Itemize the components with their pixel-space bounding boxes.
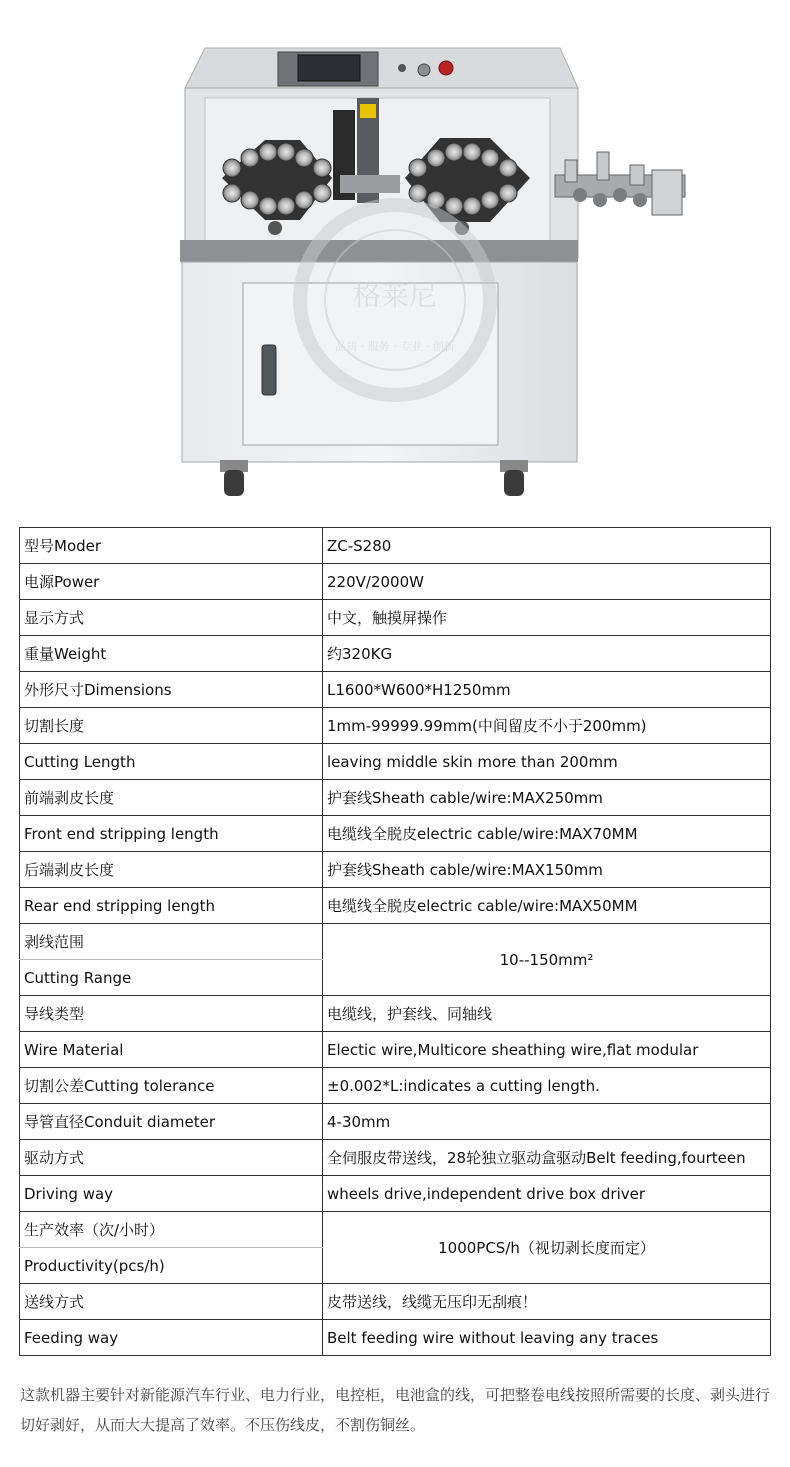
table-row <box>20 600 771 636</box>
table-row <box>20 1068 771 1104</box>
touch-screen <box>298 55 360 81</box>
spec-value: 中文，触摸屏操作 <box>323 600 771 636</box>
spec-label: 重量Weight <box>20 636 323 672</box>
spec-label: Productivity(pcs/h) <box>20 1248 323 1284</box>
spec-value: 皮带送线，线缆无压印无刮痕！ <box>323 1284 771 1320</box>
table-row <box>20 996 771 1032</box>
spec-value: 1000PCS/h（视切剥长度而定） <box>323 1212 771 1284</box>
spec-value: 4-30mm <box>323 1104 771 1140</box>
spec-label: Driving way <box>20 1176 323 1212</box>
spec-label: 生产效率（次/小时） <box>20 1212 323 1248</box>
table-row <box>20 708 771 744</box>
spec-value: 全伺服皮带送线，28轮独立驱动盒驱动Belt feeding,fourteen <box>323 1140 771 1176</box>
svg-text:格莱尼: 格莱尼 <box>352 279 438 312</box>
spec-label: 剥线范围 <box>20 924 323 960</box>
spec-label: 电源Power <box>20 564 323 600</box>
product-description: 这款机器主要针对新能源汽车行业、电力行业，电控柜，电池盒的线，可把整卷电线按照所需要的长度、剥头进行切好剥好，从而大大提高了效率。不压伤线皮，不割伤铜丝。 <box>20 1386 771 1434</box>
spec-label: 送线方式 <box>20 1284 323 1320</box>
spec-value: 电缆线全脱皮electric cable/wire:MAX50MM <box>323 888 771 924</box>
spec-label: Cutting Length <box>20 744 323 780</box>
spec-label: 外形尺寸Dimensions <box>20 672 323 708</box>
spec-value: 护套线Sheath cable/wire:MAX150mm <box>323 852 771 888</box>
table-row <box>20 780 771 816</box>
spec-label: 显示方式 <box>20 600 323 636</box>
table-row <box>20 888 771 924</box>
spec-value: Belt feeding wire without leaving any traces <box>323 1320 771 1356</box>
table-row <box>20 1284 771 1320</box>
spec-label: Cutting Range <box>20 960 323 996</box>
spec-value: 护套线Sheath cable/wire:MAX250mm <box>323 780 771 816</box>
spec-label: 切割公差Cutting tolerance <box>20 1068 323 1104</box>
spec-value: 电缆线，护套线、同轴线 <box>323 996 771 1032</box>
spec-label: 切割长度 <box>20 708 323 744</box>
table-row <box>20 1104 771 1140</box>
svg-text:品质 · 服务 · 专业 · 创新: 品质 · 服务 · 专业 · 创新 <box>335 340 455 353</box>
spec-label: Rear end stripping length <box>20 888 323 924</box>
spec-label: 后端剥皮长度 <box>20 852 323 888</box>
table-row <box>20 744 771 780</box>
spec-value: wheels drive,independent drive box driver <box>323 1176 771 1212</box>
table-row <box>20 564 771 600</box>
machine-photo <box>0 0 790 520</box>
spec-table <box>19 527 771 1356</box>
spec-value: 220V/2000W <box>323 564 771 600</box>
spec-label: Front end stripping length <box>20 816 323 852</box>
spec-value: 电缆线全脱皮electric cable/wire:MAX70MM <box>323 816 771 852</box>
table-row <box>20 1320 771 1356</box>
spec-value: ±0.002*L:indicates a cutting length. <box>323 1068 771 1104</box>
spec-label: 驱动方式 <box>20 1140 323 1176</box>
table-row <box>20 1032 771 1068</box>
spec-label: 型号Moder <box>20 528 323 564</box>
spec-value: L1600*W600*H1250mm <box>323 672 771 708</box>
spec-label: 导线类型 <box>20 996 323 1032</box>
spec-value: 1mm-99999.99mm(中间留皮不小于200mm) <box>323 708 771 744</box>
spec-value: 10--150mm² <box>323 924 771 996</box>
table-row <box>20 924 771 960</box>
caster-left <box>220 460 248 496</box>
caster-right <box>500 460 528 496</box>
table-row <box>20 816 771 852</box>
spec-value: ZC-S280 <box>323 528 771 564</box>
spec-value: leaving middle skin more than 200mm <box>323 744 771 780</box>
table-row <box>20 852 771 888</box>
table-row <box>20 672 771 708</box>
table-row <box>20 1176 771 1212</box>
spec-label: Feeding way <box>20 1320 323 1356</box>
spec-label: 前端剥皮长度 <box>20 780 323 816</box>
spec-label: Wire Material <box>20 1032 323 1068</box>
table-row <box>20 1212 771 1248</box>
spec-value: 约320KG <box>323 636 771 672</box>
spec-value: Electic wire,Multicore sheathing wire,flat modular <box>323 1032 771 1068</box>
spec-label: 导管直径Conduit diameter <box>20 1104 323 1140</box>
table-row <box>20 528 771 564</box>
table-row <box>20 636 771 672</box>
table-row <box>20 1140 771 1176</box>
